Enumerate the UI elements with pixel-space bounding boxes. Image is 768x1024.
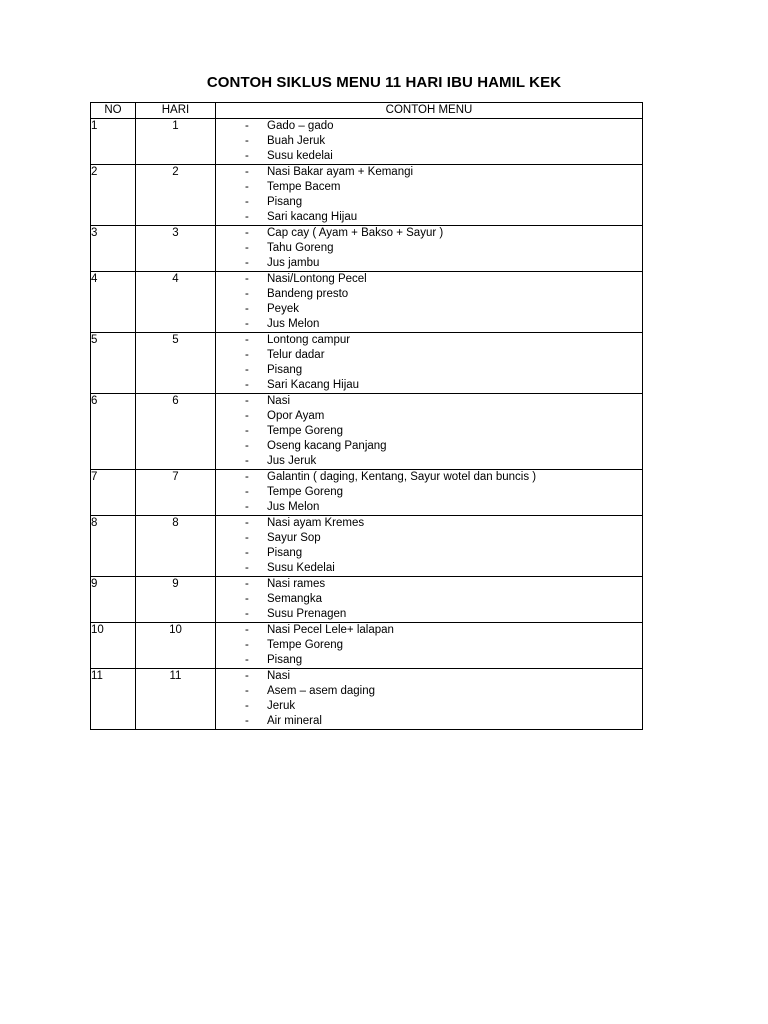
- menu-item: [216, 348, 642, 363]
- bullet-dash: -: [245, 670, 249, 682]
- cell-menu: [216, 394, 643, 470]
- cell-menu: [216, 470, 643, 516]
- menu-item-text: Jus Melon: [267, 318, 320, 330]
- bullet-dash: -: [245, 608, 249, 620]
- menu-item-list: [216, 470, 642, 515]
- cell-menu: [216, 333, 643, 394]
- menu-item: [216, 638, 642, 653]
- menu-item-text: Semangka: [267, 593, 322, 605]
- bullet-dash: -: [245, 532, 249, 544]
- cell-hari: 7: [136, 470, 216, 516]
- cell-no: 9: [91, 577, 136, 623]
- menu-item-list: [216, 272, 642, 332]
- bullet-dash: -: [245, 517, 249, 529]
- menu-item-text: Sari Kacang Hijau: [267, 379, 360, 391]
- menu-item: [216, 210, 642, 225]
- menu-item-text: Telur dadar: [267, 349, 325, 361]
- bullet-dash: -: [245, 257, 249, 269]
- menu-item: [216, 454, 642, 469]
- menu-item: [216, 333, 642, 348]
- cell-no: 6: [91, 394, 136, 470]
- menu-item-text: Sayur Sop: [267, 532, 321, 544]
- menu-item-text: Jus Jeruk: [267, 455, 317, 467]
- bullet-dash: -: [245, 501, 249, 513]
- bullet-dash: -: [245, 654, 249, 666]
- cell-hari: 1: [136, 119, 216, 165]
- menu-item-text: Gado – gado: [267, 120, 334, 132]
- menu-item-text: Pisang: [267, 654, 303, 666]
- menu-item: [216, 287, 642, 302]
- menu-item: [216, 577, 642, 592]
- bullet-dash: -: [245, 562, 249, 574]
- cell-menu: [216, 623, 643, 669]
- bullet-dash: -: [245, 455, 249, 467]
- bullet-dash: -: [245, 120, 249, 132]
- cell-menu: [216, 577, 643, 623]
- cell-hari: 10: [136, 623, 216, 669]
- menu-item-text: Susu kedelai: [267, 150, 333, 162]
- menu-item: [216, 653, 642, 668]
- menu-item-list: [216, 333, 642, 393]
- menu-item: [216, 500, 642, 515]
- header-hari: HARI: [136, 103, 216, 119]
- menu-item-text: Nasi ayam Kremes: [267, 517, 365, 529]
- menu-item-list: [216, 516, 642, 576]
- menu-item-text: Bandeng presto: [267, 288, 349, 300]
- menu-item-list: [216, 669, 642, 729]
- cell-hari: 3: [136, 226, 216, 272]
- bullet-dash: -: [245, 181, 249, 193]
- menu-item: [216, 378, 642, 393]
- menu-item: [216, 516, 642, 531]
- menu-item-text: Buah Jeruk: [267, 135, 326, 147]
- table-row: [91, 623, 643, 669]
- menu-item-text: Nasi Bakar ayam + Kemangi: [267, 166, 414, 178]
- menu-item: [216, 424, 642, 439]
- bullet-dash: -: [245, 349, 249, 361]
- menu-item: [216, 394, 642, 409]
- menu-item: [216, 241, 642, 256]
- header-no: NO: [91, 103, 136, 119]
- menu-item-text: Sari kacang Hijau: [267, 211, 358, 223]
- menu-item: [216, 485, 642, 500]
- cell-no: 5: [91, 333, 136, 394]
- menu-item-text: Tempe Goreng: [267, 486, 344, 498]
- cell-menu: [216, 226, 643, 272]
- menu-item: [216, 409, 642, 424]
- bullet-dash: -: [245, 425, 249, 437]
- table-header-row: [91, 103, 643, 119]
- menu-item: [216, 714, 642, 729]
- bullet-dash: -: [245, 715, 249, 727]
- bullet-dash: -: [245, 593, 249, 605]
- bullet-dash: -: [245, 700, 249, 712]
- menu-item: [216, 439, 642, 454]
- bullet-dash: -: [245, 639, 249, 651]
- table-body: [91, 119, 643, 730]
- menu-item: [216, 272, 642, 287]
- cell-no: 8: [91, 516, 136, 577]
- bullet-dash: -: [245, 334, 249, 346]
- bullet-dash: -: [245, 211, 249, 223]
- cell-hari: 4: [136, 272, 216, 333]
- menu-item-text: Tempe Goreng: [267, 639, 344, 651]
- bullet-dash: -: [245, 379, 249, 391]
- cell-hari: 11: [136, 669, 216, 730]
- document-title: CONTOH SIKLUS MENU 11 HARI IBU HAMIL KEK: [206, 74, 562, 91]
- menu-item-list: [216, 394, 642, 469]
- bullet-dash: -: [245, 318, 249, 330]
- menu-item: [216, 302, 642, 317]
- menu-item: [216, 684, 642, 699]
- menu-item: [216, 561, 642, 576]
- menu-item-text: Jeruk: [267, 700, 296, 712]
- table-row: [91, 394, 643, 470]
- cell-hari: 8: [136, 516, 216, 577]
- cell-no: 7: [91, 470, 136, 516]
- cell-no: 11: [91, 669, 136, 730]
- menu-item-list: [216, 577, 642, 622]
- menu-item-text: Nasi Pecel Lele+ lalapan: [267, 624, 394, 636]
- bullet-dash: -: [245, 547, 249, 559]
- cell-no: 4: [91, 272, 136, 333]
- menu-item: [216, 119, 642, 134]
- table-row: [91, 165, 643, 226]
- bullet-dash: -: [245, 486, 249, 498]
- menu-item-list: [216, 165, 642, 225]
- menu-item-list: [216, 119, 642, 164]
- menu-item: [216, 195, 642, 210]
- menu-item: [216, 180, 642, 195]
- cell-no: 2: [91, 165, 136, 226]
- menu-item-text: Tempe Goreng: [267, 425, 344, 437]
- table-row: [91, 470, 643, 516]
- table-row: [91, 272, 643, 333]
- cell-no: 10: [91, 623, 136, 669]
- menu-item-text: Opor Ayam: [267, 410, 325, 422]
- cell-no: 3: [91, 226, 136, 272]
- cell-menu: [216, 669, 643, 730]
- menu-item-text: Pisang: [267, 364, 303, 376]
- bullet-dash: -: [245, 227, 249, 239]
- header-menu: CONTOH MENU: [216, 103, 643, 119]
- menu-item: [216, 149, 642, 164]
- cell-no: 1: [91, 119, 136, 165]
- bullet-dash: -: [245, 150, 249, 162]
- menu-item: [216, 531, 642, 546]
- cell-hari: 9: [136, 577, 216, 623]
- menu-item: [216, 470, 642, 485]
- bullet-dash: -: [245, 303, 249, 315]
- cell-menu: [216, 516, 643, 577]
- cell-menu: [216, 272, 643, 333]
- table-row: [91, 669, 643, 730]
- menu-item-text: Pisang: [267, 196, 303, 208]
- menu-item: [216, 592, 642, 607]
- menu-item-text: Jus Melon: [267, 501, 320, 513]
- menu-item-text: Nasi rames: [267, 578, 326, 590]
- bullet-dash: -: [245, 166, 249, 178]
- menu-item: [216, 165, 642, 180]
- bullet-dash: -: [245, 135, 249, 147]
- cell-menu: [216, 119, 643, 165]
- cell-hari: 5: [136, 333, 216, 394]
- bullet-dash: -: [245, 624, 249, 636]
- cell-hari: 6: [136, 394, 216, 470]
- bullet-dash: -: [245, 578, 249, 590]
- menu-item-text: Susu Kedelai: [267, 562, 335, 574]
- menu-item-text: Tempe Bacem: [267, 181, 341, 193]
- menu-item-text: Oseng kacang Panjang: [267, 440, 387, 452]
- cell-hari: 2: [136, 165, 216, 226]
- menu-item-text: Jus jambu: [267, 257, 320, 269]
- bullet-dash: -: [245, 242, 249, 254]
- bullet-dash: -: [245, 395, 249, 407]
- bullet-dash: -: [245, 410, 249, 422]
- menu-item-text: Tahu Goreng: [267, 242, 334, 254]
- bullet-dash: -: [245, 196, 249, 208]
- menu-item-text: Lontong campur: [267, 334, 351, 346]
- menu-item: [216, 363, 642, 378]
- menu-item-text: Nasi/Lontong Pecel: [267, 273, 367, 285]
- menu-item-text: Asem – asem daging: [267, 685, 376, 697]
- bullet-dash: -: [245, 364, 249, 376]
- menu-item-text: Nasi: [267, 395, 291, 407]
- menu-item-list: [216, 623, 642, 668]
- menu-item: [216, 623, 642, 638]
- menu-item: [216, 134, 642, 149]
- table-row: [91, 333, 643, 394]
- menu-item-text: Pisang: [267, 547, 303, 559]
- menu-item: [216, 607, 642, 622]
- menu-item-text: Peyek: [267, 303, 299, 315]
- menu-cycle-table: [90, 102, 643, 730]
- menu-item-text: Nasi: [267, 670, 291, 682]
- bullet-dash: -: [245, 685, 249, 697]
- bullet-dash: -: [245, 288, 249, 300]
- bullet-dash: -: [245, 273, 249, 285]
- menu-item: [216, 226, 642, 241]
- table-row: [91, 226, 643, 272]
- menu-item: [216, 317, 642, 332]
- menu-item-text: Susu Prenagen: [267, 608, 347, 620]
- table-row: [91, 516, 643, 577]
- bullet-dash: -: [245, 471, 249, 483]
- menu-item-list: [216, 226, 642, 271]
- cell-menu: [216, 165, 643, 226]
- menu-item: [216, 699, 642, 714]
- menu-item: [216, 669, 642, 684]
- menu-item-text: Air mineral: [267, 715, 322, 727]
- table-row: [91, 119, 643, 165]
- menu-item: [216, 546, 642, 561]
- menu-item-text: Cap cay ( Ayam + Bakso + Sayur ): [267, 227, 444, 239]
- table-row: [91, 577, 643, 623]
- bullet-dash: -: [245, 440, 249, 452]
- menu-item-text: Galantin ( daging, Kentang, Sayur wotel dan buncis ): [267, 471, 537, 483]
- menu-item: [216, 256, 642, 271]
